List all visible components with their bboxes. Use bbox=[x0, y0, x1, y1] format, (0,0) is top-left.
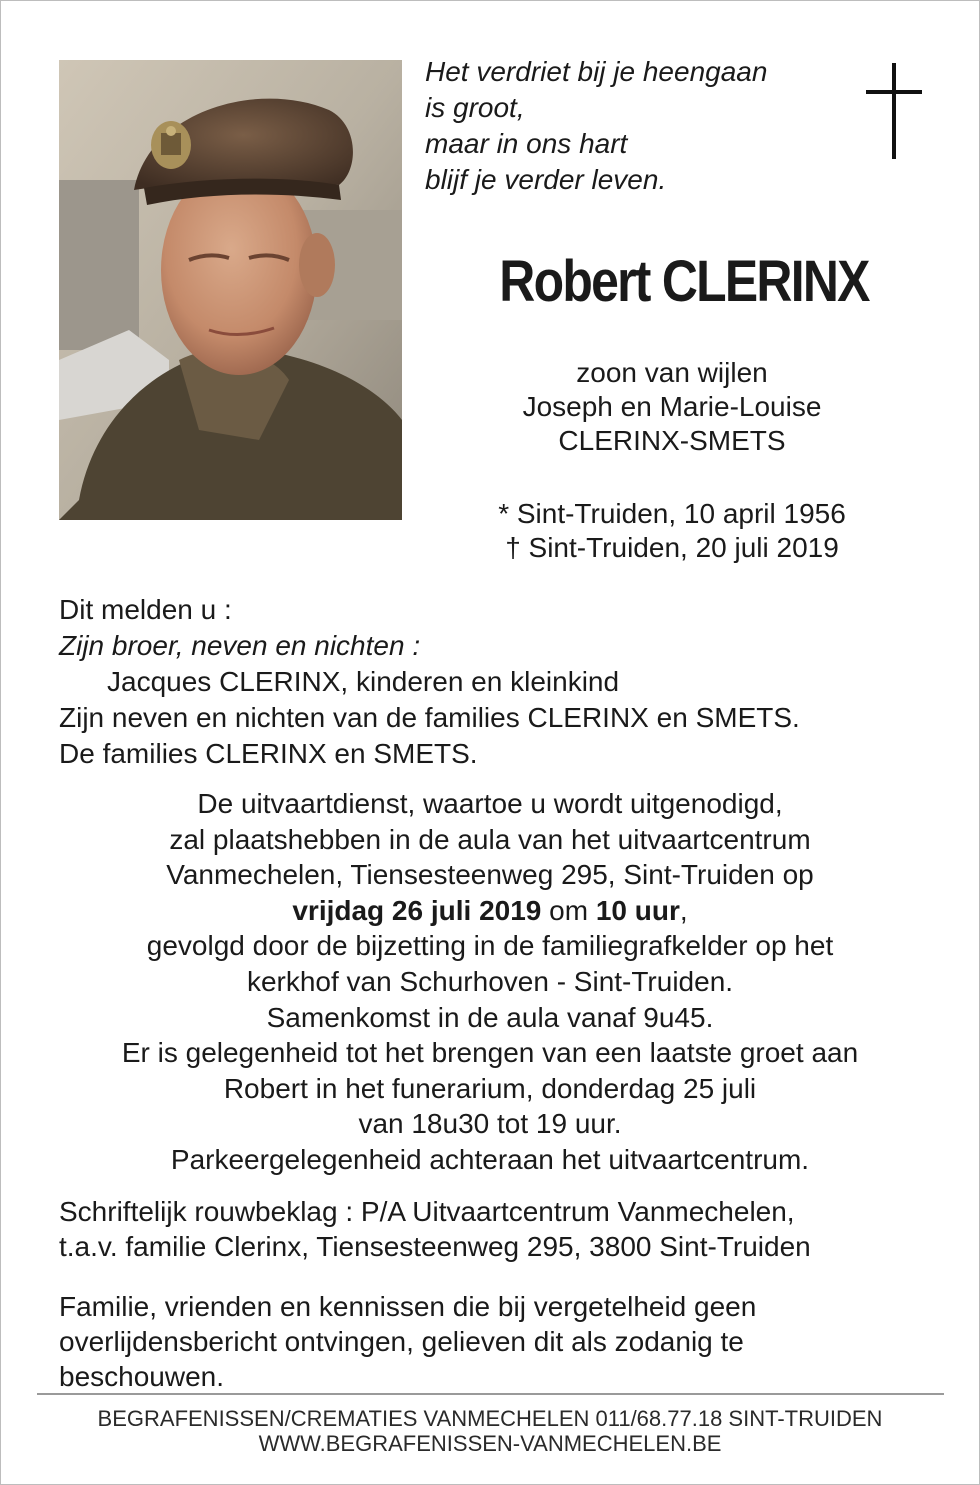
notice-line: overlijdensbericht ontvingen, gelieven dit als zodanig te bbox=[59, 1326, 744, 1357]
footer-divider bbox=[37, 1393, 944, 1395]
footer-company: BEGRAFENISSEN/CREMATIES VANMECHELEN 011/68.77.18 SINT-TRUIDEN bbox=[97, 1406, 883, 1431]
life-dates bbox=[440, 497, 904, 565]
notice-line: Familie, vrienden en kennissen die bij vergetelheid geen bbox=[59, 1291, 757, 1322]
condolence-line: Schriftelijk rouwbeklag : P/A Uitvaartcentrum Vanmechelen, bbox=[59, 1196, 795, 1227]
ceremony-line: gevolgd door de bijzetting in de familiegrafkelder op het bbox=[146, 930, 834, 962]
ceremony-details bbox=[40, 786, 940, 1178]
ceremony-line: Samenkomst in de aula vanaf 9u45. bbox=[266, 1001, 714, 1033]
announcement-intro: Dit melden u : bbox=[59, 594, 232, 625]
ceremony-date-line bbox=[40, 893, 940, 929]
footer bbox=[40, 1406, 940, 1456]
ceremony-date: vrijdag 26 juli 2019 bbox=[292, 894, 542, 926]
parents-line: zoon van wijlen bbox=[576, 357, 768, 388]
ceremony-line: van 18u30 tot 19 uur. bbox=[358, 1108, 622, 1140]
ceremony-date-comma: , bbox=[679, 894, 688, 926]
family-line: De families CLERINX en SMETS. bbox=[59, 738, 478, 769]
parents-line: Joseph en Marie-Louise bbox=[522, 391, 822, 422]
poem-line: is groot, bbox=[425, 92, 525, 123]
ceremony-line: Parkeergelegenheid achteraan het uitvaartcentrum. bbox=[170, 1143, 810, 1175]
condolence-line: t.a.v. familie Clerinx, Tiensesteenweg 295, 3800 Sint-Truiden bbox=[59, 1231, 811, 1262]
condolence-address bbox=[59, 1194, 811, 1264]
ceremony-line: De uitvaartdienst, waartoe u wordt uitgenodigd, bbox=[197, 788, 783, 819]
cross-icon bbox=[866, 63, 922, 159]
portrait-photo bbox=[59, 60, 402, 520]
ceremony-line: Vanmechelen, Tiensesteenweg 295, Sint-Truiden op bbox=[166, 859, 814, 891]
death-date: † Sint-Truiden, 20 juli 2019 bbox=[505, 532, 839, 563]
ceremony-date-connector: om bbox=[541, 894, 596, 926]
ceremony-time: 10 uur bbox=[595, 894, 680, 926]
family-line: Zijn neven en nichten van de families CLERINX en SMETS. bbox=[59, 702, 800, 733]
ceremony-line: Robert in het funerarium, donderdag 25 juli bbox=[223, 1072, 757, 1104]
notice-line: beschouwen. bbox=[59, 1361, 225, 1392]
ceremony-line: kerkhof van Schurhoven - Sint-Truiden. bbox=[246, 965, 734, 997]
parents-block bbox=[472, 356, 872, 458]
notice bbox=[59, 1289, 756, 1394]
deceased-name: Robert CLERINX bbox=[499, 249, 869, 314]
poem bbox=[425, 54, 767, 198]
birth-date: * Sint-Truiden, 10 april 1956 bbox=[498, 498, 846, 529]
poem-line: maar in ons hart bbox=[425, 128, 628, 159]
poem-line: Het verdriet bij je heengaan bbox=[425, 56, 768, 87]
footer-website: WWW.BEGRAFENISSEN-VANMECHELEN.BE bbox=[258, 1431, 722, 1456]
ceremony-line: Er is gelegenheid tot het brengen van een laatste groet aan bbox=[121, 1037, 859, 1069]
family-line: Jacques CLERINX, kinderen en kleinkind bbox=[107, 666, 620, 697]
poem-line: blijf je verder leven. bbox=[425, 164, 667, 195]
parents-line: CLERINX-SMETS bbox=[558, 425, 786, 456]
announcement bbox=[59, 592, 800, 772]
family-heading: Zijn broer, neven en nichten : bbox=[59, 630, 421, 661]
ceremony-line: zal plaatshebben in de aula van het uitvaartcentrum bbox=[169, 823, 811, 855]
